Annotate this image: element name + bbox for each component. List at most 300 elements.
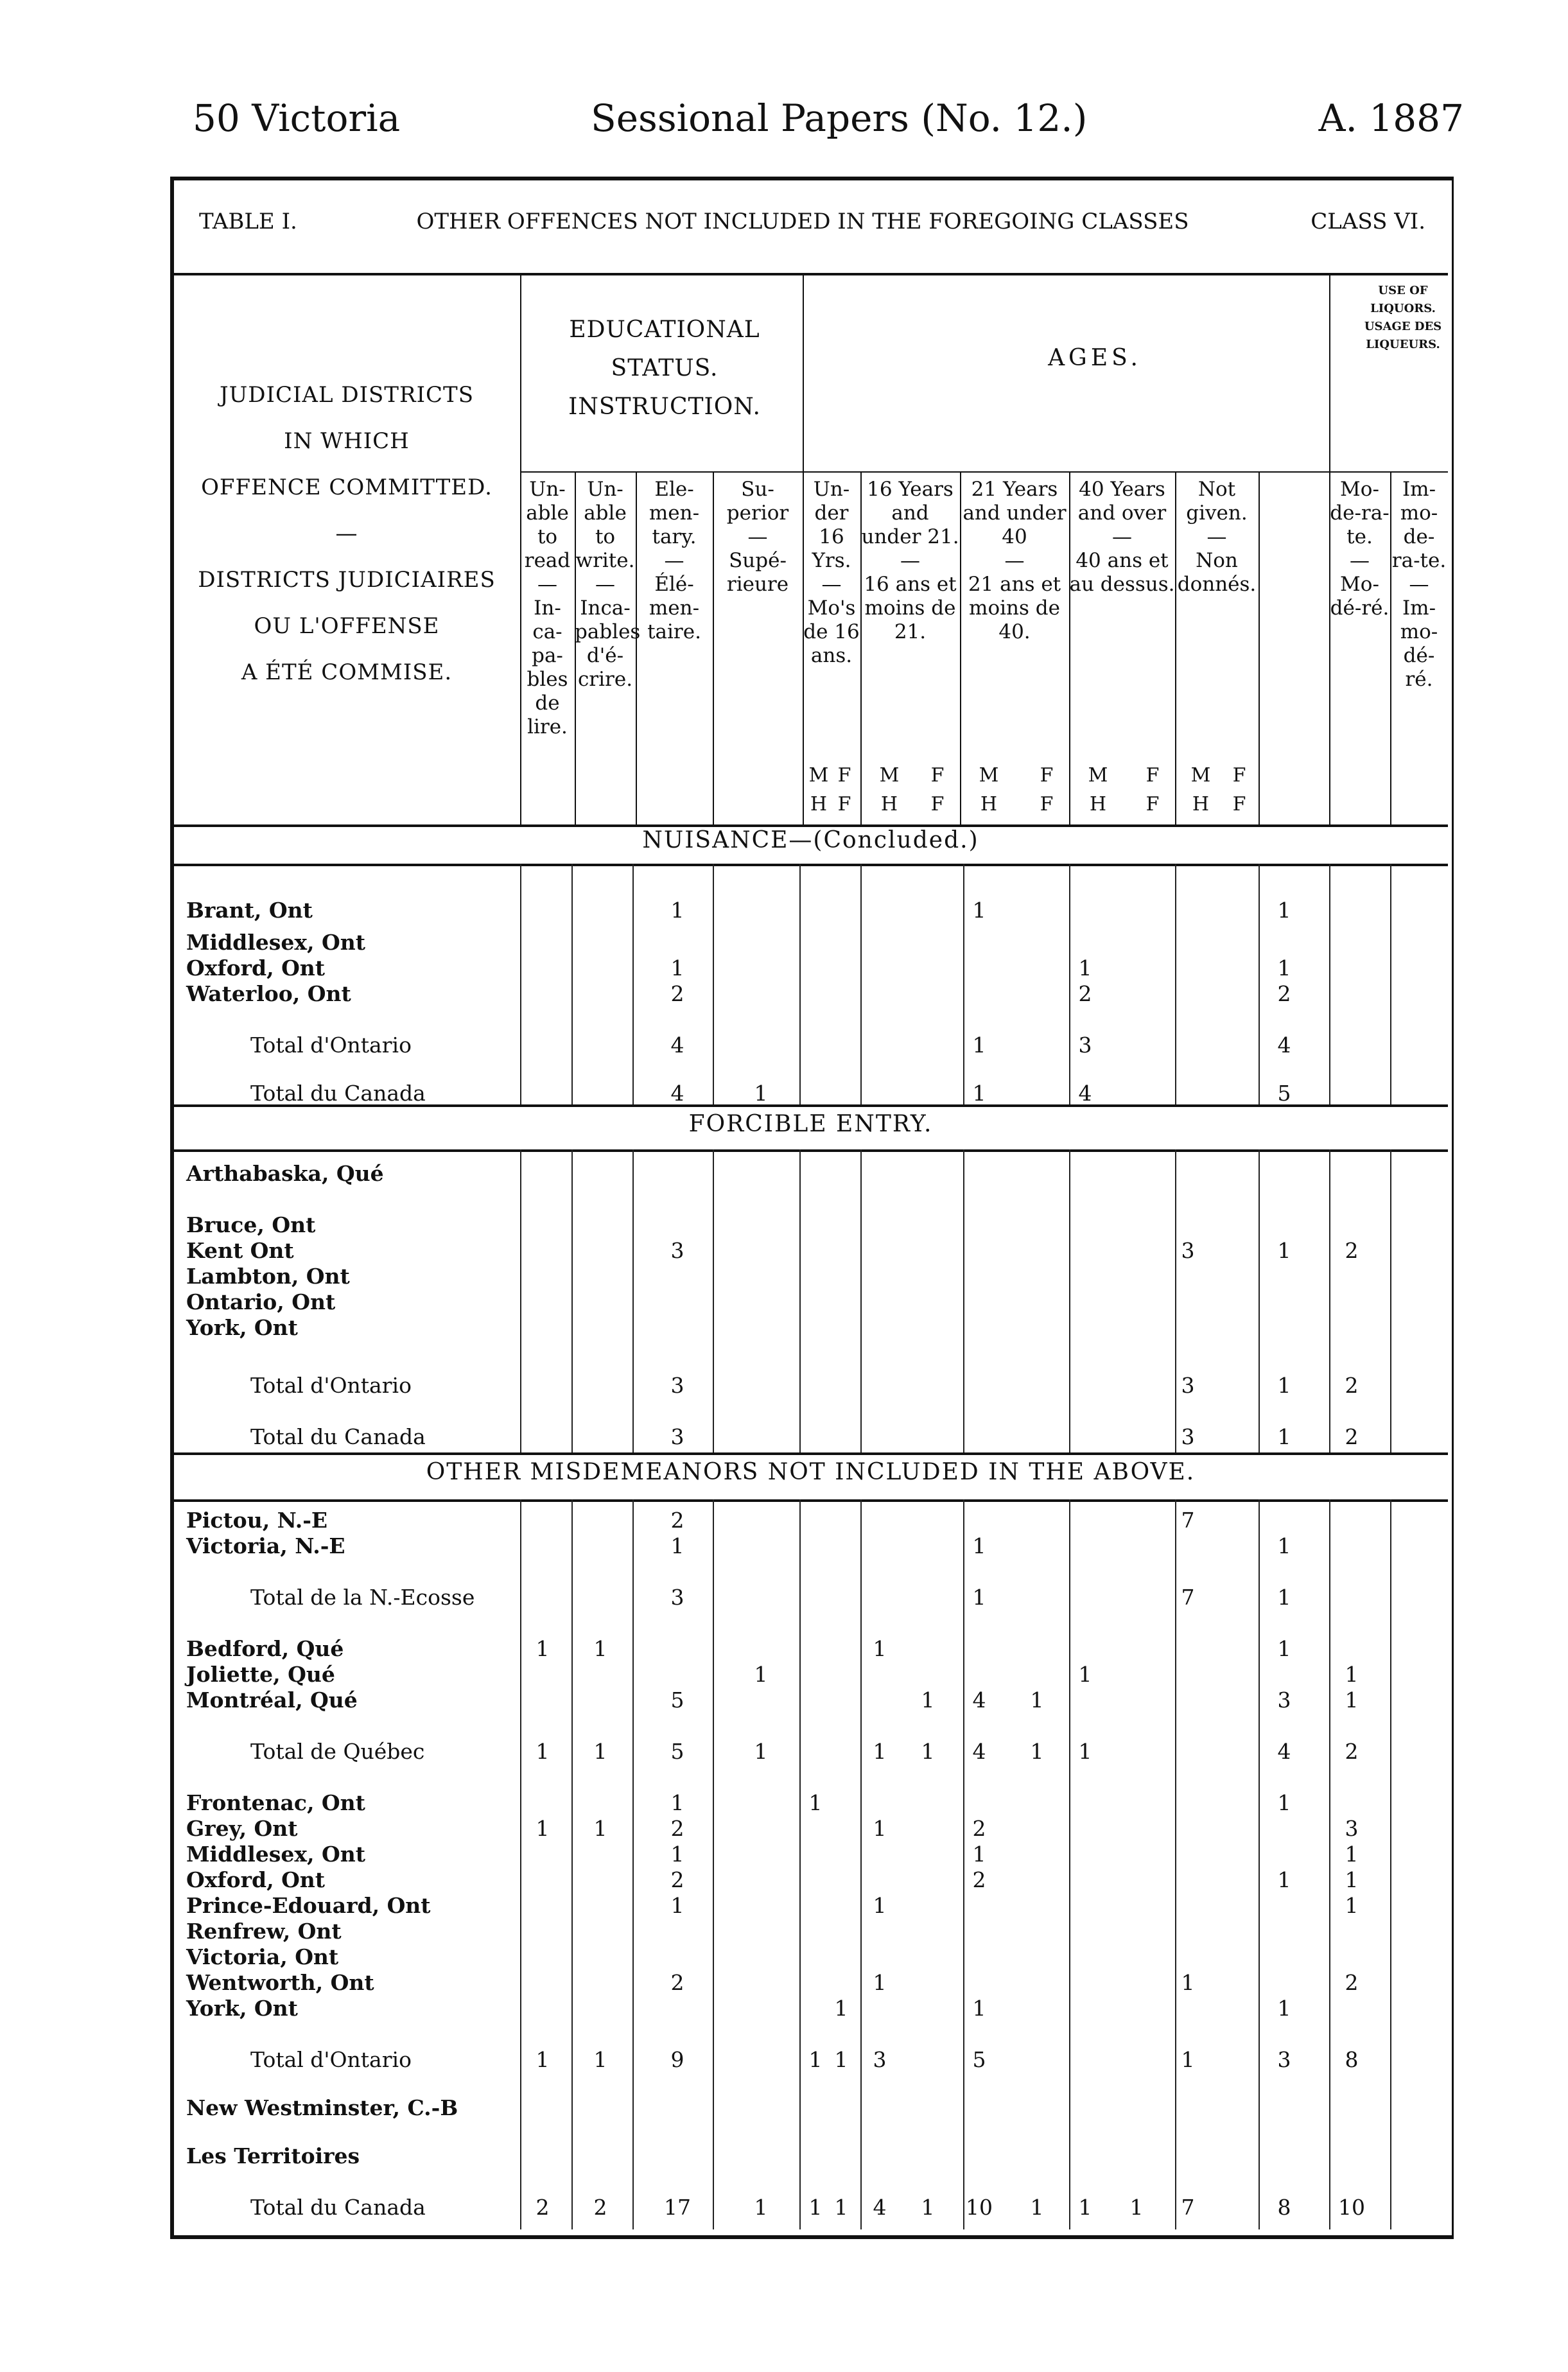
district-name: Prince-Edouard, Ont (186, 1893, 431, 1918)
district-name: Kent Ont (186, 1238, 294, 1263)
cell-ngm: 1 (1181, 1970, 1195, 1995)
cell-elem: 5 (670, 1739, 684, 1764)
cell-elem: 9 (670, 2047, 684, 2072)
col-label-en: Su-perior (726, 478, 789, 525)
h-label: H (810, 793, 828, 815)
table-row (186, 1082, 1445, 1105)
cell-a40m: 1 (1078, 1662, 1092, 1687)
district-name: Renfrew, Ont (186, 1919, 342, 1944)
column-rule (1390, 1499, 1391, 2229)
column-rule (713, 864, 714, 1104)
district-name: Total du Canada (250, 1424, 426, 1449)
column-rule (860, 1149, 862, 1452)
f-label: F (1040, 764, 1054, 787)
col-dash: — (537, 573, 557, 596)
column-rule (1329, 1499, 1330, 2229)
district-fr-line3: A ÉTÉ COMMISE. (241, 659, 453, 685)
m-label: M (1190, 764, 1211, 787)
cell-mod: 1 (1277, 1867, 1291, 1892)
cell-a21m: 1 (972, 1842, 986, 1867)
column-rule (799, 1149, 801, 1452)
district-name: Ontario, Ont (186, 1289, 336, 1314)
column-rule (1069, 1149, 1070, 1452)
f-label: F (1146, 793, 1160, 815)
column-rule (1329, 864, 1330, 1104)
table-row (186, 1971, 1445, 1994)
district-name: Bedford, Qué (186, 1636, 344, 1661)
col-superior (713, 478, 803, 597)
table-title: OTHER OFFENCES NOT INCLUDED IN THE FOREGOING CLASSES (416, 209, 1189, 234)
cell-a21m: 4 (972, 1687, 986, 1713)
section-nuisance: NUISANCE—(Concluded.) (642, 827, 979, 853)
cell-sup: 1 (754, 1081, 768, 1106)
column-rule (799, 1499, 801, 2229)
district-name: Frontenac, Ont (186, 1790, 365, 1815)
cell-a21m: 1 (972, 1996, 986, 2021)
cell-a21m: 4 (972, 1739, 986, 1764)
table-row (186, 1426, 1445, 1449)
table-row (186, 1214, 1445, 1237)
cell-mod: 1 (1277, 1424, 1291, 1449)
table-number: TABLE I. (199, 209, 297, 234)
f-label: F (1232, 764, 1246, 787)
cell-imm: 8 (1345, 2047, 1359, 2072)
cell-a16m: 1 (873, 1970, 887, 1995)
ages-header: AGES. (1048, 345, 1142, 371)
col-dash: — (747, 525, 768, 548)
column-rule (713, 1499, 714, 2229)
h-label: H (980, 793, 998, 815)
m-label: M (979, 764, 999, 787)
district-name: Brant, Ont (186, 898, 313, 923)
table-row (186, 1265, 1445, 1288)
district-name: York, Ont (186, 1996, 298, 2021)
edu-line3: INSTRUCTION. (568, 394, 761, 420)
district-en-line3: OFFENCE COMMITTED. (201, 475, 492, 500)
cell-mod: 4 (1277, 1033, 1291, 1058)
col-label-fr: Mo's de 16 ans. (803, 597, 860, 667)
f-label: F (1232, 793, 1246, 815)
cell-a16m: 1 (873, 1816, 887, 1841)
column-rule (1175, 1499, 1176, 2229)
cell-a16f: 1 (921, 1739, 935, 1764)
col-21-40 (960, 478, 1069, 644)
cell-a16m: 3 (873, 2047, 887, 2072)
liquor-fr: USAGE DES LIQUEURS. (1364, 320, 1442, 351)
cell-write: 1 (593, 1816, 607, 1841)
cell-elem: 2 (670, 1867, 684, 1892)
liquor-en: USE OF LIQUORS. (1370, 284, 1436, 315)
session-label: 50 Victoria (193, 96, 401, 140)
district-name: Joliette, Qué (186, 1662, 335, 1687)
table-row (186, 1817, 1445, 1840)
district-name: Total du Canada (250, 1081, 426, 1106)
table-row (186, 2145, 1445, 2168)
cell-a16f: 1 (921, 2195, 935, 2220)
column-rule (520, 1499, 521, 2229)
district-name: Lambton, Ont (186, 1264, 350, 1289)
cell-elem: 17 (664, 2195, 691, 2220)
district-name: Total de la N.-Ecosse (250, 1585, 475, 1610)
cell-a16m: 1 (873, 1893, 887, 1918)
column-rule (632, 864, 634, 1104)
m-label: M (808, 764, 829, 787)
col-label-en: Not given. (1186, 478, 1248, 525)
column-rule (1175, 864, 1176, 1104)
col-dash: — (1350, 549, 1370, 572)
col-not-given (1175, 478, 1259, 597)
col-label-en: Un-able to write. (575, 478, 635, 572)
cell-elem: 2 (670, 1508, 684, 1533)
table-row (186, 2196, 1445, 2219)
cell-read: 1 (536, 2047, 550, 2072)
district-name: Wentworth, Ont (186, 1970, 374, 1995)
col-dash: — (1206, 525, 1227, 548)
district-name: York, Ont (186, 1315, 298, 1340)
table-row (186, 1869, 1445, 1892)
district-name: Total d'Ontario (250, 1373, 412, 1398)
cell-imm: 2 (1345, 1970, 1359, 1995)
col-unable-write (575, 478, 641, 692)
cell-u16m: 1 (808, 2195, 823, 2220)
cell-ngm: 7 (1181, 1585, 1195, 1610)
district-name: Oxford, Ont (186, 955, 326, 981)
col-16-21 (860, 478, 960, 644)
cell-a21f: 1 (1030, 1739, 1044, 1764)
table-row (186, 1316, 1445, 1339)
cell-imm: 10 (1338, 2195, 1365, 2220)
cell-mod: 1 (1277, 1585, 1291, 1610)
cell-mod: 1 (1277, 1996, 1291, 2021)
education-header (530, 311, 799, 426)
table-row (186, 1509, 1445, 1532)
class-label: CLASS VI. (1311, 209, 1425, 234)
col-label-en: Ele-men-tary. (649, 478, 700, 548)
cell-imm: 1 (1345, 1893, 1359, 1918)
col-dash: — (1112, 525, 1132, 548)
edu-line1: EDUCATIONAL (569, 317, 760, 343)
table-row (186, 899, 1445, 922)
table-row (186, 1637, 1445, 1661)
cell-u16f: 1 (834, 2195, 848, 2220)
col-label-en: 21 Years and under 40 (963, 478, 1067, 548)
cell-mod: 1 (1277, 1636, 1291, 1661)
cell-imm: 1 (1345, 1842, 1359, 1867)
column-rule (1259, 864, 1260, 1104)
table-row (186, 1586, 1445, 1609)
district-name: Grey, Ont (186, 1816, 298, 1841)
column-rule (571, 1499, 573, 2229)
cell-sup: 1 (754, 1662, 768, 1687)
table-row (186, 1792, 1445, 1815)
district-name: Total du Canada (250, 2195, 426, 2220)
table-row (186, 1689, 1445, 1712)
column-rule (1329, 1149, 1330, 1452)
cell-read: 1 (536, 1739, 550, 1764)
col-dash: — (1004, 549, 1025, 572)
table-row (186, 982, 1445, 1006)
cell-mod: 3 (1277, 1687, 1291, 1713)
cell-a16m: 4 (873, 2195, 887, 2220)
col-dash: — (595, 573, 615, 596)
cell-a21f: 1 (1030, 2195, 1044, 2220)
cell-elem: 5 (670, 1687, 684, 1713)
cell-a21m: 5 (972, 2047, 986, 2072)
cell-elem: 3 (670, 1373, 684, 1398)
district-name: Total d'Ontario (250, 2047, 412, 2072)
cell-a40m: 4 (1078, 1081, 1092, 1106)
cell-write: 2 (593, 2195, 607, 2220)
column-rule (632, 1499, 634, 2229)
col-40-over (1069, 478, 1175, 597)
h-label: H (1089, 793, 1107, 815)
cell-imm: 2 (1345, 1373, 1359, 1398)
cell-a21m: 1 (972, 1081, 986, 1106)
cell-elem: 4 (670, 1081, 684, 1106)
district-column-header (173, 372, 520, 695)
col-label-en: Un-able to read (524, 478, 571, 572)
table-row (186, 2097, 1445, 2120)
cell-read: 1 (536, 1816, 550, 1841)
column-rule (1069, 1499, 1070, 2229)
cell-a21m: 2 (972, 1867, 986, 1892)
column-rule (1259, 1149, 1260, 1452)
cell-a40m: 1 (1078, 955, 1092, 981)
cell-elem: 2 (670, 981, 684, 1006)
district-name: Waterloo, Ont (186, 981, 351, 1006)
cell-u16m: 1 (808, 2047, 823, 2072)
column-rule (1390, 1149, 1391, 1452)
cell-a40m: 1 (1078, 1739, 1092, 1764)
cell-ngm: 7 (1181, 1508, 1195, 1533)
cell-mod: 1 (1277, 1790, 1291, 1815)
cell-a21m: 10 (966, 2195, 993, 2220)
section-other-misdemeanors: OTHER MISDEMEANORS NOT INCLUDED IN THE ABOVE. (426, 1459, 1196, 1485)
cell-sup: 1 (754, 1739, 768, 1764)
district-name: Pictou, N.-E (186, 1508, 328, 1533)
cell-u16f: 1 (834, 2047, 848, 2072)
f-label: F (1146, 764, 1160, 787)
column-rule (520, 864, 521, 1104)
cell-imm: 1 (1345, 1662, 1359, 1687)
cell-a16m: 1 (873, 1739, 887, 1764)
district-name: Arthabaska, Qué (186, 1161, 384, 1186)
district-name: Total de Québec (250, 1739, 425, 1764)
column-header (173, 273, 1448, 827)
table-row (186, 1894, 1445, 1917)
column-rule (963, 864, 964, 1104)
table-row (186, 1740, 1445, 1763)
cell-mod: 3 (1277, 2047, 1291, 2072)
year-label: A. 1887 (1318, 96, 1464, 140)
cell-a21m: 1 (972, 1033, 986, 1058)
cell-mod: 1 (1277, 955, 1291, 981)
cell-elem: 2 (670, 1970, 684, 1995)
table-row (186, 1535, 1445, 1558)
table-row (186, 1374, 1445, 1397)
table-row (186, 957, 1445, 980)
table-row (186, 1162, 1445, 1185)
district-fr-line1: DISTRICTS JUDICIAIRES (198, 567, 496, 593)
col-label-en: Mo-de-ra-te. (1330, 478, 1389, 548)
district-dash: — (335, 521, 358, 546)
column-rule (571, 864, 573, 1104)
cell-elem: 3 (670, 1424, 684, 1449)
cell-elem: 1 (670, 955, 684, 981)
publication-title: Sessional Papers (No. 12.) (591, 96, 1088, 140)
h-label: H (880, 793, 898, 815)
col-label-fr: In-ca-pa-bles de lire. (527, 597, 568, 738)
table-row (186, 1843, 1445, 1866)
cell-mod: 1 (1277, 1238, 1291, 1263)
col-elementary (636, 478, 713, 644)
col-dash: — (821, 573, 842, 596)
district-name: Total d'Ontario (250, 1033, 412, 1058)
cell-mod: 2 (1277, 981, 1291, 1006)
cell-imm: 1 (1345, 1867, 1359, 1892)
col-label-fr: Élé-men-taire. (647, 573, 701, 643)
col-label-fr: 21 ans et moins de 40. (968, 573, 1061, 643)
table-row (186, 1034, 1445, 1057)
column-rule (860, 864, 862, 1104)
cell-a40f: 1 (1129, 2195, 1144, 2220)
h-label: H (1192, 793, 1210, 815)
cell-elem: 1 (670, 898, 684, 923)
col-under-16 (803, 478, 860, 668)
running-head (193, 96, 1464, 148)
cell-a21m: 1 (972, 898, 986, 923)
col-label-fr: Im-mo-dé-ré. (1400, 597, 1438, 691)
cell-u16f: 1 (834, 1996, 848, 2021)
f-label: F (837, 764, 851, 787)
col-dash: — (664, 549, 684, 572)
cell-imm: 1 (1345, 1687, 1359, 1713)
column-rule (632, 1149, 634, 1452)
col-label-fr: Mo-dé-ré. (1330, 573, 1389, 620)
table-row (186, 2048, 1445, 2071)
col-label-fr: Supé-rieure (726, 549, 789, 596)
cell-ngm: 3 (1181, 1373, 1195, 1398)
cell-sup: 1 (754, 2195, 768, 2220)
f-label: F (1040, 793, 1054, 815)
cell-elem: 1 (670, 1842, 684, 1867)
column-rule (520, 1149, 521, 1452)
cell-a21f: 1 (1030, 1687, 1044, 1713)
cell-u16m: 1 (808, 1790, 823, 1815)
col-dash: — (900, 549, 920, 572)
col-label-en: Im-mo-de-ra-te. (1391, 478, 1447, 572)
cell-a21m: 1 (972, 1585, 986, 1610)
col-label-fr: Non donnés. (1177, 549, 1257, 596)
cell-ngm: 3 (1181, 1238, 1195, 1263)
cell-a21m: 2 (972, 1816, 986, 1841)
cell-mod: 5 (1277, 1081, 1291, 1106)
f-label: F (837, 793, 851, 815)
col-moderate (1329, 478, 1390, 620)
cell-write: 1 (593, 2047, 607, 2072)
m-label: M (879, 764, 900, 787)
cell-imm: 2 (1345, 1238, 1359, 1263)
table-row (186, 931, 1445, 954)
cell-mod: 4 (1277, 1739, 1291, 1764)
cell-imm: 2 (1345, 1739, 1359, 1764)
cell-ngm: 3 (1181, 1424, 1195, 1449)
edu-line2: STATUS. (611, 355, 719, 381)
district-name: Middlesex, Ont (186, 930, 365, 955)
table-row (186, 1291, 1445, 1314)
liquor-header (1358, 282, 1448, 354)
cell-elem: 4 (670, 1033, 684, 1058)
col-unable-read (520, 478, 575, 739)
f-label: F (930, 793, 945, 815)
cell-imm: 2 (1345, 1424, 1359, 1449)
column-rule (860, 1499, 862, 2229)
district-en-line1: JUDICIAL DISTRICTS (219, 382, 475, 408)
cell-elem: 1 (670, 1893, 684, 1918)
cell-a16f: 1 (921, 1687, 935, 1713)
cell-write: 1 (593, 1739, 607, 1764)
col-label-fr: 16 ans et moins de 21. (864, 573, 957, 643)
table-caption (193, 205, 1445, 266)
district-name: Les Territoires (186, 2143, 360, 2168)
cell-write: 1 (593, 1636, 607, 1661)
cell-ngm: 1 (1181, 2047, 1195, 2072)
column-rule (799, 864, 801, 1104)
district-fr-line2: OU L'OFFENSE (254, 613, 440, 639)
col-label-fr: 40 ans et au dessus. (1069, 549, 1175, 596)
district-en-line2: IN WHICH (284, 428, 410, 454)
district-name: Middlesex, Ont (186, 1842, 365, 1867)
table-row (186, 1663, 1445, 1686)
m-label: M (1088, 764, 1108, 787)
cell-read: 2 (536, 2195, 550, 2220)
cell-elem: 3 (670, 1238, 684, 1263)
column-rule (1259, 1499, 1260, 2229)
col-immoderate (1390, 478, 1448, 692)
col-label-en: 16 Years and under 21. (861, 478, 959, 548)
district-name: New Westminster, C.-B (186, 2095, 458, 2120)
column-rule (1390, 864, 1391, 1104)
cell-mod: 1 (1277, 1373, 1291, 1398)
col-label-fr: Inca-pables d'é-crire. (575, 597, 641, 691)
column-rule (963, 1149, 964, 1452)
cell-imm: 3 (1345, 1816, 1359, 1841)
district-name: Victoria, Ont (186, 1944, 339, 1969)
cell-mod: 1 (1277, 898, 1291, 923)
cell-mod: 1 (1277, 1533, 1291, 1558)
cell-a16m: 1 (873, 1636, 887, 1661)
column-rule (963, 1499, 964, 2229)
cell-elem: 2 (670, 1816, 684, 1841)
f-label: F (930, 764, 945, 787)
column-rule (571, 1149, 573, 1452)
cell-ngm: 7 (1181, 2195, 1195, 2220)
column-rule (713, 1149, 714, 1452)
cell-mod: 8 (1277, 2195, 1291, 2220)
district-name: Montréal, Qué (186, 1687, 358, 1713)
table-row (186, 1920, 1445, 1943)
cell-a40m: 1 (1078, 2195, 1092, 2220)
cell-read: 1 (536, 1636, 550, 1661)
column-rule (1069, 864, 1070, 1104)
table-row (186, 1946, 1445, 1969)
cell-elem: 1 (670, 1533, 684, 1558)
section-forcible-entry: FORCIBLE ENTRY. (688, 1111, 933, 1137)
table-row (186, 1239, 1445, 1262)
district-name: Oxford, Ont (186, 1867, 326, 1892)
district-name: Bruce, Ont (186, 1212, 316, 1237)
col-dash: — (1409, 573, 1429, 596)
